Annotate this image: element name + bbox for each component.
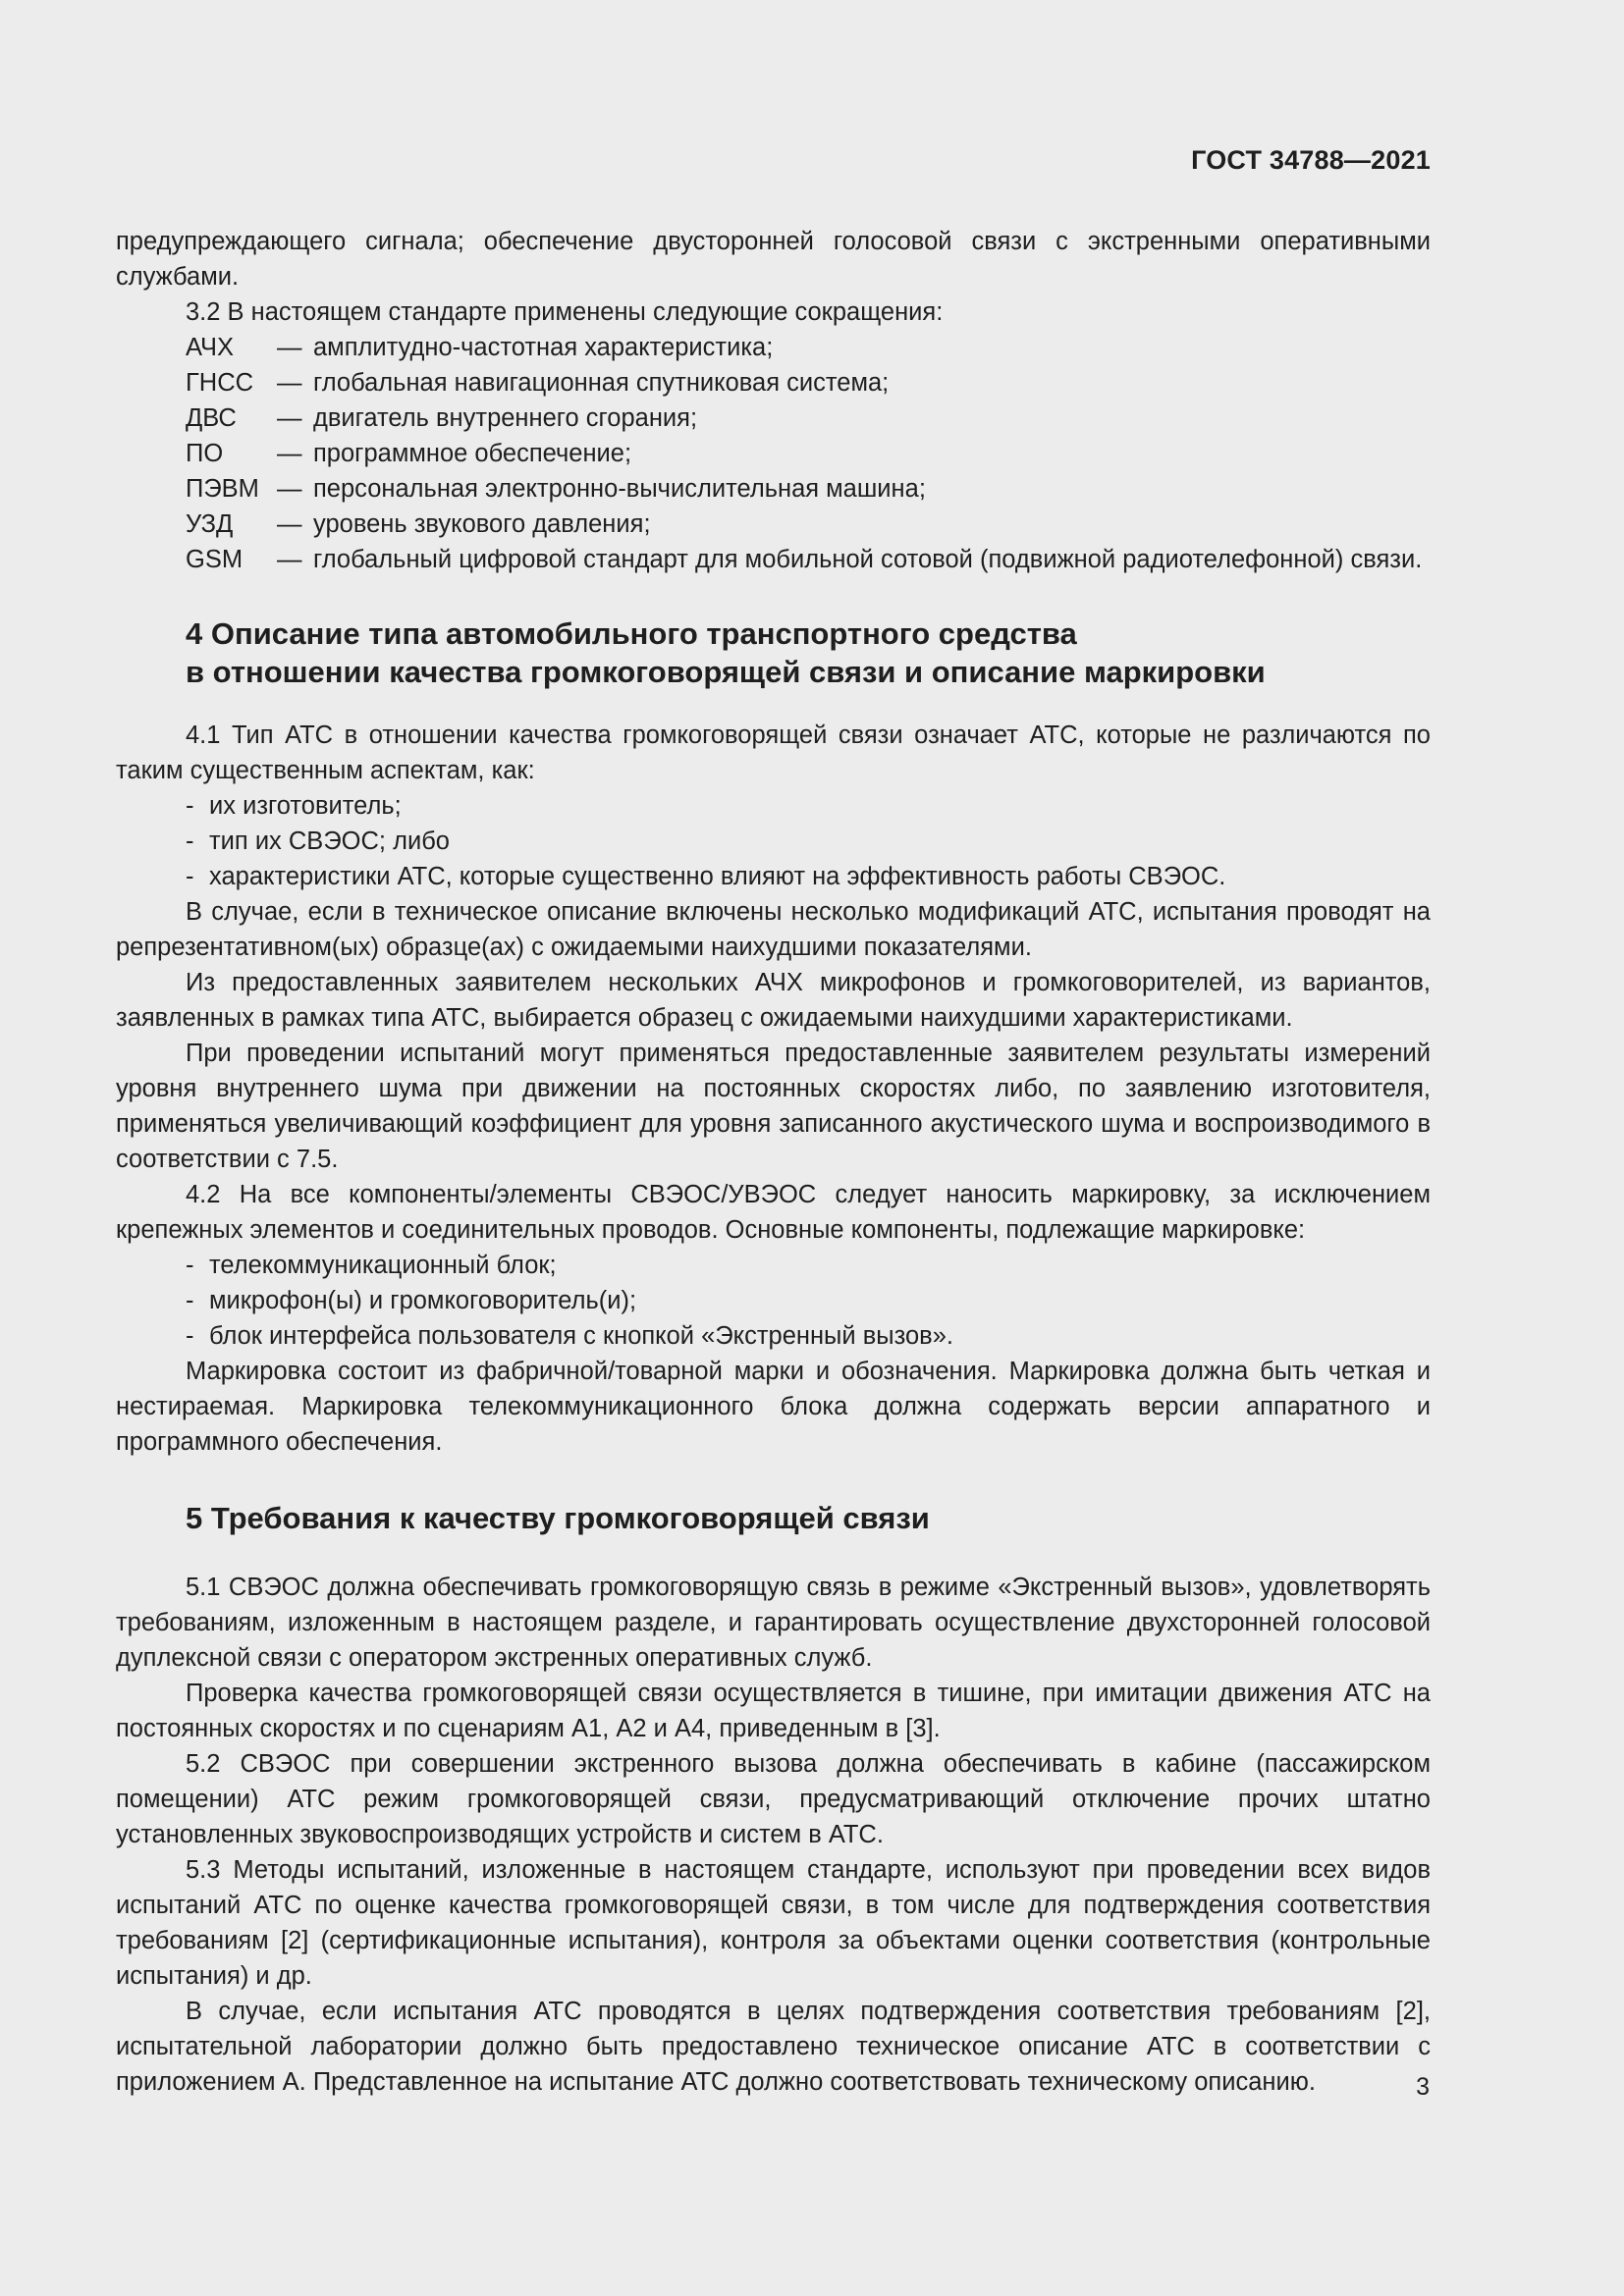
abbreviation-dash: — [277,404,302,432]
abbreviation-dash: — [277,369,302,397]
list-item [116,1318,1431,1354]
paragraph: В случае, если в техническое описание включены несколько модификаций АТС, испытания проводят на репрезентативном(ых) образце(ах) с ожидаемыми наихудшими показателями. [116,898,1431,961]
paragraph: В случае, если испытания АТС проводятся в целях подтверждения соответствия требованиям [2], испытательной лаборатории должно быть предоставлено техническое описание АТС в соответствии с приложением А. Представленное на испытание АТС должно соответствовать техническому описанию. [116,1998,1431,2096]
list-item-text: телекоммуникационный блок; [209,1252,557,1279]
abbreviation-description: уровень звукового давления; [313,510,651,538]
clause-3-2: 3.2 В настоящем стандарте применены следующие сокращения: [186,298,944,326]
clause-4-1: 4.1 Тип АТС в отношении качества громкоговорящей связи означает АТС, которые не различаются по таким существенным аспектам, как: [116,721,1431,784]
paragraph: Из предоставленных заявителем нескольких АЧХ микрофонов и громкоговорителей, из вариантов, заявленных в рамках типа АТС, выбирается образец с ожидаемыми наихудшими характеристиками. [116,969,1431,1032]
abbreviation-term: GSM [186,546,244,573]
abbreviation-description: глобальный цифровой стандарт для мобильной сотовой (подвижной радиотелефонной) связи. [313,546,1423,573]
abbreviation-list [116,330,1431,577]
list-item [116,859,1431,894]
paragraph: При проведении испытаний могут применяться предоставленные заявителем результаты измерений уровня внутреннего шума при движении на постоянных скоростях либо, по заявлению изготовителя, применяться увеличивающий коэффициент для уровня записанного акустического шума и воспроизводимого в соответствии с 7.5. [116,1040,1431,1173]
clause-5-1: 5.1 СВЭОС должна обеспечивать громкоговорящую связь в режиме «Экстренный вызов», удовлетворять требованиям, изложенным в настоящем разделе, и гарантировать осуществление двухсторонней голосовой дуплексной связи с оператором экстренных оперативных служб. [116,1574,1431,1672]
section-4-heading-line-1: 4 Описание типа автомобильного транспортного средства [186,616,1077,651]
abbreviation-row [116,330,1431,365]
abbreviation-row [116,471,1431,507]
bullet-mark: - [186,792,194,820]
abbreviation-term: ПО [186,440,224,467]
list-item-text: микрофон(ы) и громкоговоритель(и); [209,1287,637,1314]
abbreviation-term: ГНСС [186,369,254,397]
abbreviation-description: программное обеспечение; [313,440,632,467]
abbreviation-dash: — [277,440,302,467]
abbreviation-row [116,400,1431,436]
bullet-mark: - [186,863,194,890]
page-content [116,224,1431,2100]
abbreviation-term: ПЭВМ [186,475,259,503]
marked-components-list [116,1248,1431,1354]
abbreviation-dash: — [277,546,302,573]
abbreviation-description: двигатель внутреннего сгорания; [313,404,698,432]
abbreviation-term: ДВС [186,404,237,432]
abbreviation-dash: — [277,510,302,538]
document-code: ГОСТ 34788—2021 [1191,145,1431,175]
type-aspects-list [116,788,1431,894]
abbreviation-term: АЧХ [186,334,235,361]
paragraph: Маркировка состоит из фабричной/товарной марки и обозначения. Маркировка должна быть четкая и нестираемая. Маркировка телекоммуникационного блока должна содержать версии аппаратного и программного обеспечения. [116,1358,1431,1456]
page-number: 3 [1416,2073,1430,2101]
list-item-text: характеристики АТС, которые существенно влияют на эффективность работы СВЭОС. [209,863,1226,890]
abbreviation-row [116,542,1431,577]
section-5-heading: 5 Требования к качеству громкоговорящей связи [186,1501,930,1535]
bullet-mark: - [186,828,194,855]
list-item [116,1283,1431,1318]
abbreviation-description: персональная электронно-вычислительная машина; [313,475,926,503]
list-item-text: блок интерфейса пользователя с кнопкой «Экстренный вызов». [209,1322,953,1350]
abbreviation-row [116,507,1431,542]
continuation-paragraph: предупреждающего сигнала; обеспечение двусторонней голосовой связи с экстренными оперативными службами. [116,228,1431,291]
abbreviation-dash: — [277,334,302,361]
bullet-mark: - [186,1252,194,1279]
bullet-mark: - [186,1322,194,1350]
paragraph: Проверка качества громкоговорящей связи осуществляется в тишине, при имитации движения АТС на постоянных скоростях и по сценариям А1, А2 и А4, приведенным в [3]. [116,1680,1431,1742]
section-4-heading-line-2: в отношении качества громкоговорящей связи и описание маркировки [186,655,1266,689]
list-item [116,788,1431,824]
clause-5-2: 5.2 СВЭОС при совершении экстренного вызова должна обеспечивать в кабине (пассажирском помещении) АТС режим громкоговорящей связи, предусматривающий отключение прочих штатно установленных звуковоспроизводящих устройств и систем в АТС. [116,1750,1431,1848]
abbreviation-row [116,436,1431,471]
abbreviation-description: глобальная навигационная спутниковая система; [313,369,890,397]
list-item [116,824,1431,859]
list-item [116,1248,1431,1283]
abbreviation-row [116,365,1431,400]
list-item-text: их изготовитель; [209,792,402,820]
clause-4-2: 4.2 На все компоненты/элементы СВЭОС/УВЭОС следует наносить маркировку, за исключением крепежных элементов и соединительных проводов. Основные компоненты, подлежащие маркировке: [116,1181,1431,1244]
clause-5-3: 5.3 Методы испытаний, изложенные в настоящем стандарте, используют при проведении всех видов испытаний АТС по оценке качества громкоговорящей связи, в том числе для подтверждения соответствия требованиям [2] (сертификационные испытания), контроля за объектами оценки соответствия (контрольные испытания) и др. [116,1856,1431,1990]
abbreviation-description: амплитудно-частотная характеристика; [313,334,774,361]
bullet-mark: - [186,1287,194,1314]
list-item-text: тип их СВЭОС; либо [209,828,450,855]
section-4-heading [116,614,1431,691]
abbreviation-term: УЗД [186,510,234,538]
abbreviation-dash: — [277,475,302,503]
